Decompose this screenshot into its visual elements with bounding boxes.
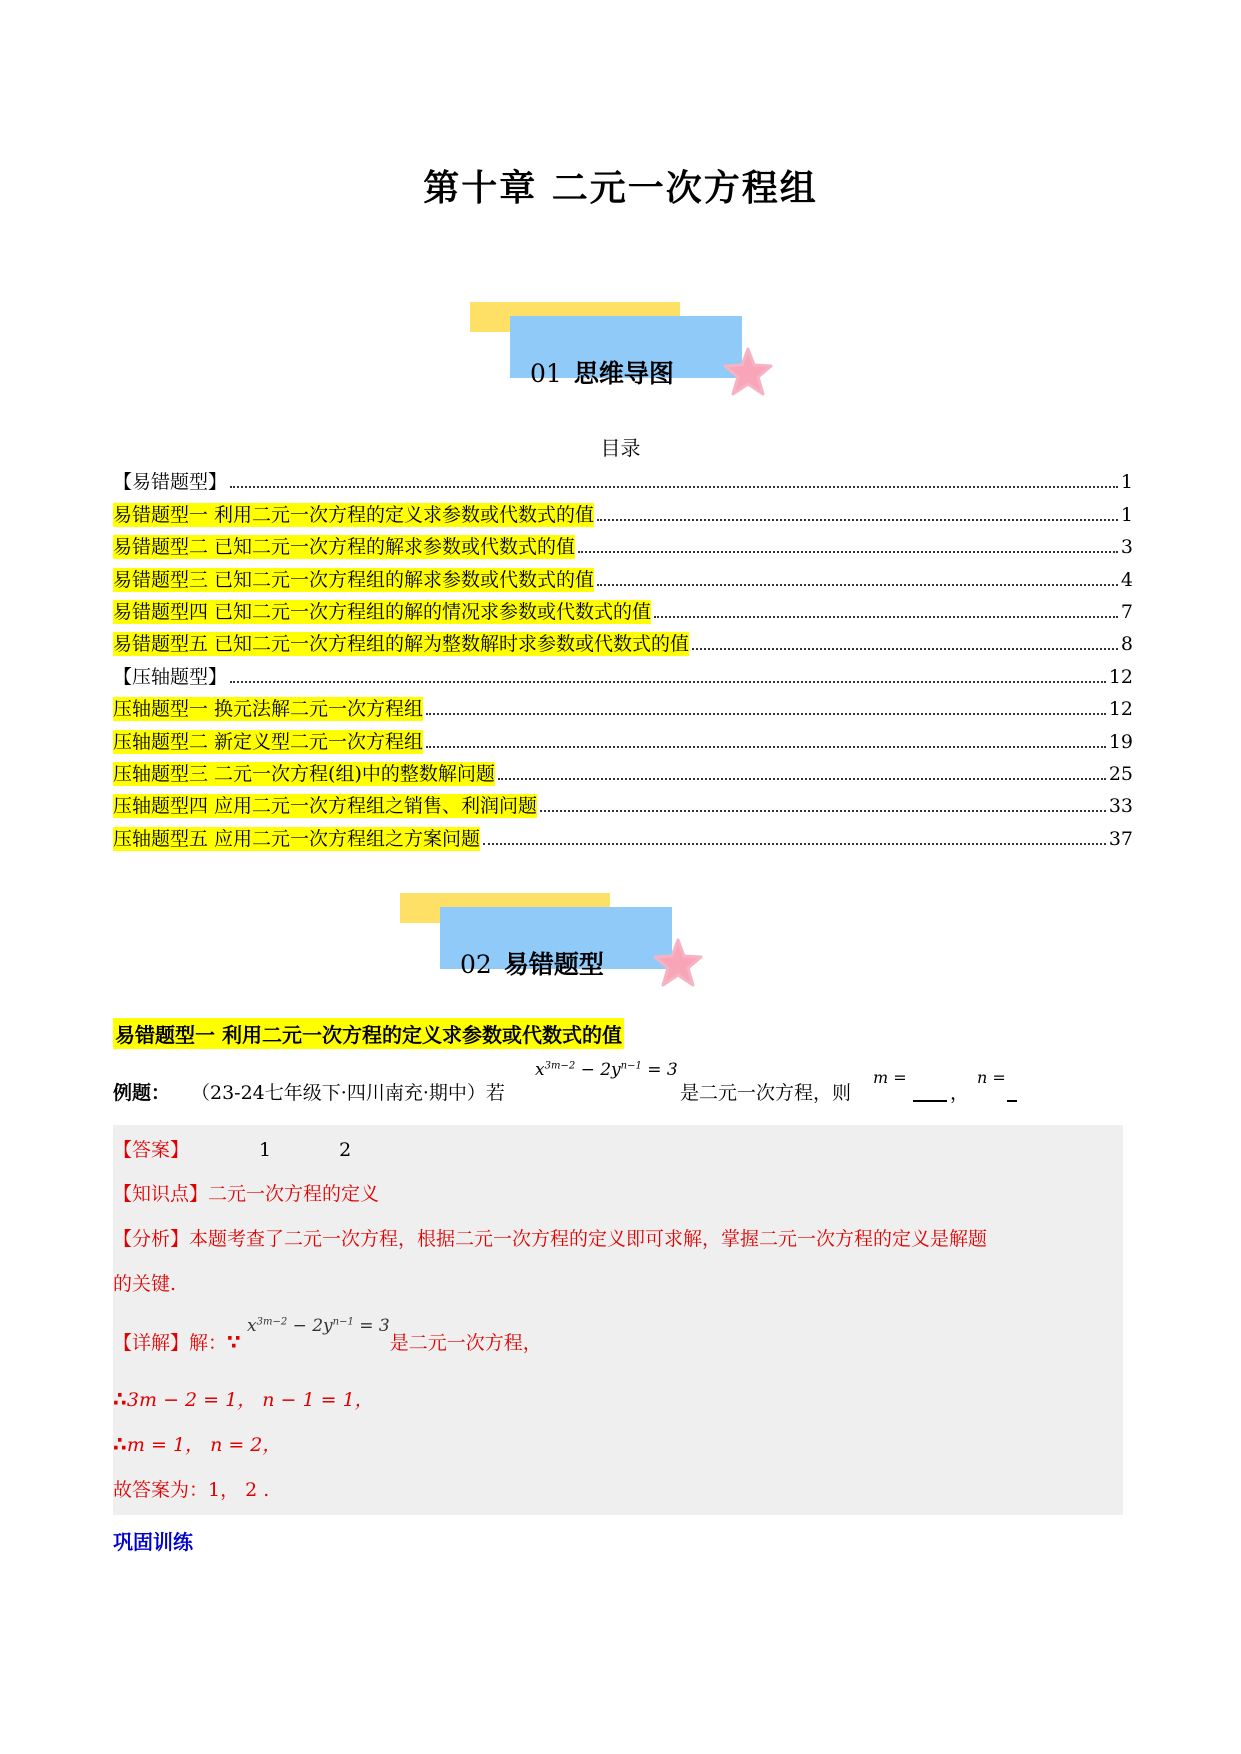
- toc-item[interactable]: [113, 462, 1133, 494]
- knowledge-line: 【知识点】二元一次方程的定义: [113, 1183, 380, 1205]
- toc-dot-leader: [540, 810, 1106, 812]
- toc-item-page: 25: [1108, 762, 1133, 785]
- toc-dot-leader: [426, 713, 1106, 715]
- toc-item[interactable]: [113, 754, 1133, 786]
- banner-label: [460, 945, 604, 981]
- toc-item[interactable]: [113, 592, 1133, 624]
- toc-dot-leader: [654, 616, 1118, 618]
- step-1: ∴3m − 2 = 1， n − 1 = 1，: [113, 1387, 374, 1411]
- toc-item-title: 【压轴题型】: [113, 665, 228, 688]
- star-icon: [652, 937, 704, 989]
- toc-item-page: 1: [1120, 471, 1133, 494]
- comma: ，: [950, 1082, 970, 1104]
- equation: $x^{3m-2} - 2y^{n-1} = 3$: [247, 1316, 390, 1336]
- n-variable: n =: [977, 1068, 1006, 1087]
- toc-item[interactable]: [113, 494, 1133, 526]
- example-question: [113, 1060, 1133, 1110]
- answer-box: [113, 1125, 1123, 1515]
- answer-line: [113, 1135, 351, 1162]
- example-tail: 是二元一次方程，则: [680, 1082, 852, 1104]
- toc-dot-leader: [578, 551, 1118, 553]
- detail-line: 【详解】解：∵ $x^{3m-2} - 2y^{n-1} = 3$是二元一次方程，: [113, 1316, 542, 1354]
- toc-item-page: 7: [1120, 600, 1133, 623]
- answer-blank-n: [1007, 1078, 1017, 1102]
- toc-item-page: 8: [1120, 633, 1133, 656]
- toc-item-title: 【易错题型】: [113, 471, 228, 494]
- step-2: ∴m = 1， n = 2，: [113, 1432, 282, 1456]
- toc-item-title: 压轴题型五 应用二元一次方程组之方案问题: [113, 827, 481, 850]
- toc-item-page: 1: [1120, 503, 1133, 526]
- toc-heading: 目录: [600, 436, 641, 460]
- toc-item-page: 33: [1108, 795, 1133, 818]
- toc-item-page: 3: [1120, 536, 1133, 559]
- banner-text: 易错题型: [503, 950, 604, 979]
- toc-dot-leader: [426, 746, 1106, 748]
- toc-item-title: 压轴题型一 换元法解二元一次方程组: [113, 698, 424, 721]
- answer-label: 【答案】: [113, 1139, 190, 1161]
- toc-item-title: 易错题型三 已知二元一次方程组的解求参数或代数式的值: [113, 568, 595, 591]
- toc-item-title: 易错题型一 利用二元一次方程的定义求参数或代数式的值: [113, 503, 595, 526]
- toc-item-title: 压轴题型二 新定义型二元一次方程组: [113, 730, 424, 753]
- toc-item-title: 压轴题型三 二元一次方程(组)中的整数解问题: [113, 762, 495, 785]
- toc-item[interactable]: [113, 624, 1133, 656]
- document-title: 第十章 二元一次方程组: [423, 168, 818, 209]
- practice-heading: 巩固训练: [113, 1530, 193, 1554]
- toc-item[interactable]: [113, 689, 1133, 721]
- toc-item[interactable]: [113, 656, 1133, 688]
- banner-label: [530, 354, 674, 390]
- example-source: （23-24七年级下·四川南充·期中）若: [191, 1082, 505, 1104]
- toc-dot-leader: [597, 519, 1118, 521]
- section-banner-mindmap: [470, 302, 790, 412]
- example-label: 例题：: [113, 1082, 171, 1104]
- analysis-line-2: 的关键.: [113, 1273, 177, 1295]
- analysis-line-1: 【分析】本题考查了二元一次方程，根据二元一次方程的定义即可求解，掌握二元一次方程的定义是解题: [113, 1228, 988, 1250]
- toc-item-title: 压轴题型四 应用二元一次方程组之销售、利润问题: [113, 795, 538, 818]
- m-variable: m =: [873, 1068, 907, 1087]
- toc-item-page: 19: [1108, 730, 1133, 753]
- toc-item[interactable]: [113, 559, 1133, 591]
- equation: $x^{3m-2} - 2y^{n-1} = 3$: [535, 1060, 678, 1080]
- toc-item-page: 12: [1108, 698, 1133, 721]
- section-banner-errors: [400, 893, 720, 1003]
- section-subheading: 易错题型一 利用二元一次方程的定义求参数或代数式的值: [113, 1018, 624, 1049]
- toc-dot-leader: [230, 681, 1106, 683]
- toc-item[interactable]: [113, 786, 1133, 818]
- table-of-contents: [113, 462, 1133, 851]
- answer-value: 1: [259, 1139, 272, 1161]
- toc-item-page: 4: [1120, 568, 1133, 591]
- banner-text: 思维导图: [573, 359, 674, 388]
- toc-item[interactable]: [113, 527, 1133, 559]
- toc-item-title: 易错题型二 已知二元一次方程的解求参数或代数式的值: [113, 536, 576, 559]
- toc-item[interactable]: [113, 818, 1133, 850]
- toc-dot-leader: [597, 584, 1118, 586]
- toc-dot-leader: [498, 778, 1106, 780]
- toc-item-page: 12: [1108, 665, 1133, 688]
- final-answer: 故答案为：1， 2 .: [113, 1479, 270, 1501]
- toc-item[interactable]: [113, 721, 1133, 753]
- answer-value: 2: [339, 1139, 352, 1161]
- toc-item-title: 易错题型四 已知二元一次方程组的解的情况求参数或代数式的值: [113, 600, 652, 623]
- toc-dot-leader: [692, 648, 1118, 650]
- toc-dot-leader: [230, 486, 1118, 488]
- toc-item-title: 易错题型五 已知二元一次方程组的解为整数解时求参数或代数式的值: [113, 633, 690, 656]
- banner-number: 02: [460, 950, 492, 979]
- banner-number: 01: [530, 359, 562, 388]
- toc-item-page: 37: [1108, 827, 1133, 850]
- answer-blank-m: [913, 1078, 947, 1102]
- star-icon: [722, 346, 774, 398]
- toc-dot-leader: [483, 843, 1106, 845]
